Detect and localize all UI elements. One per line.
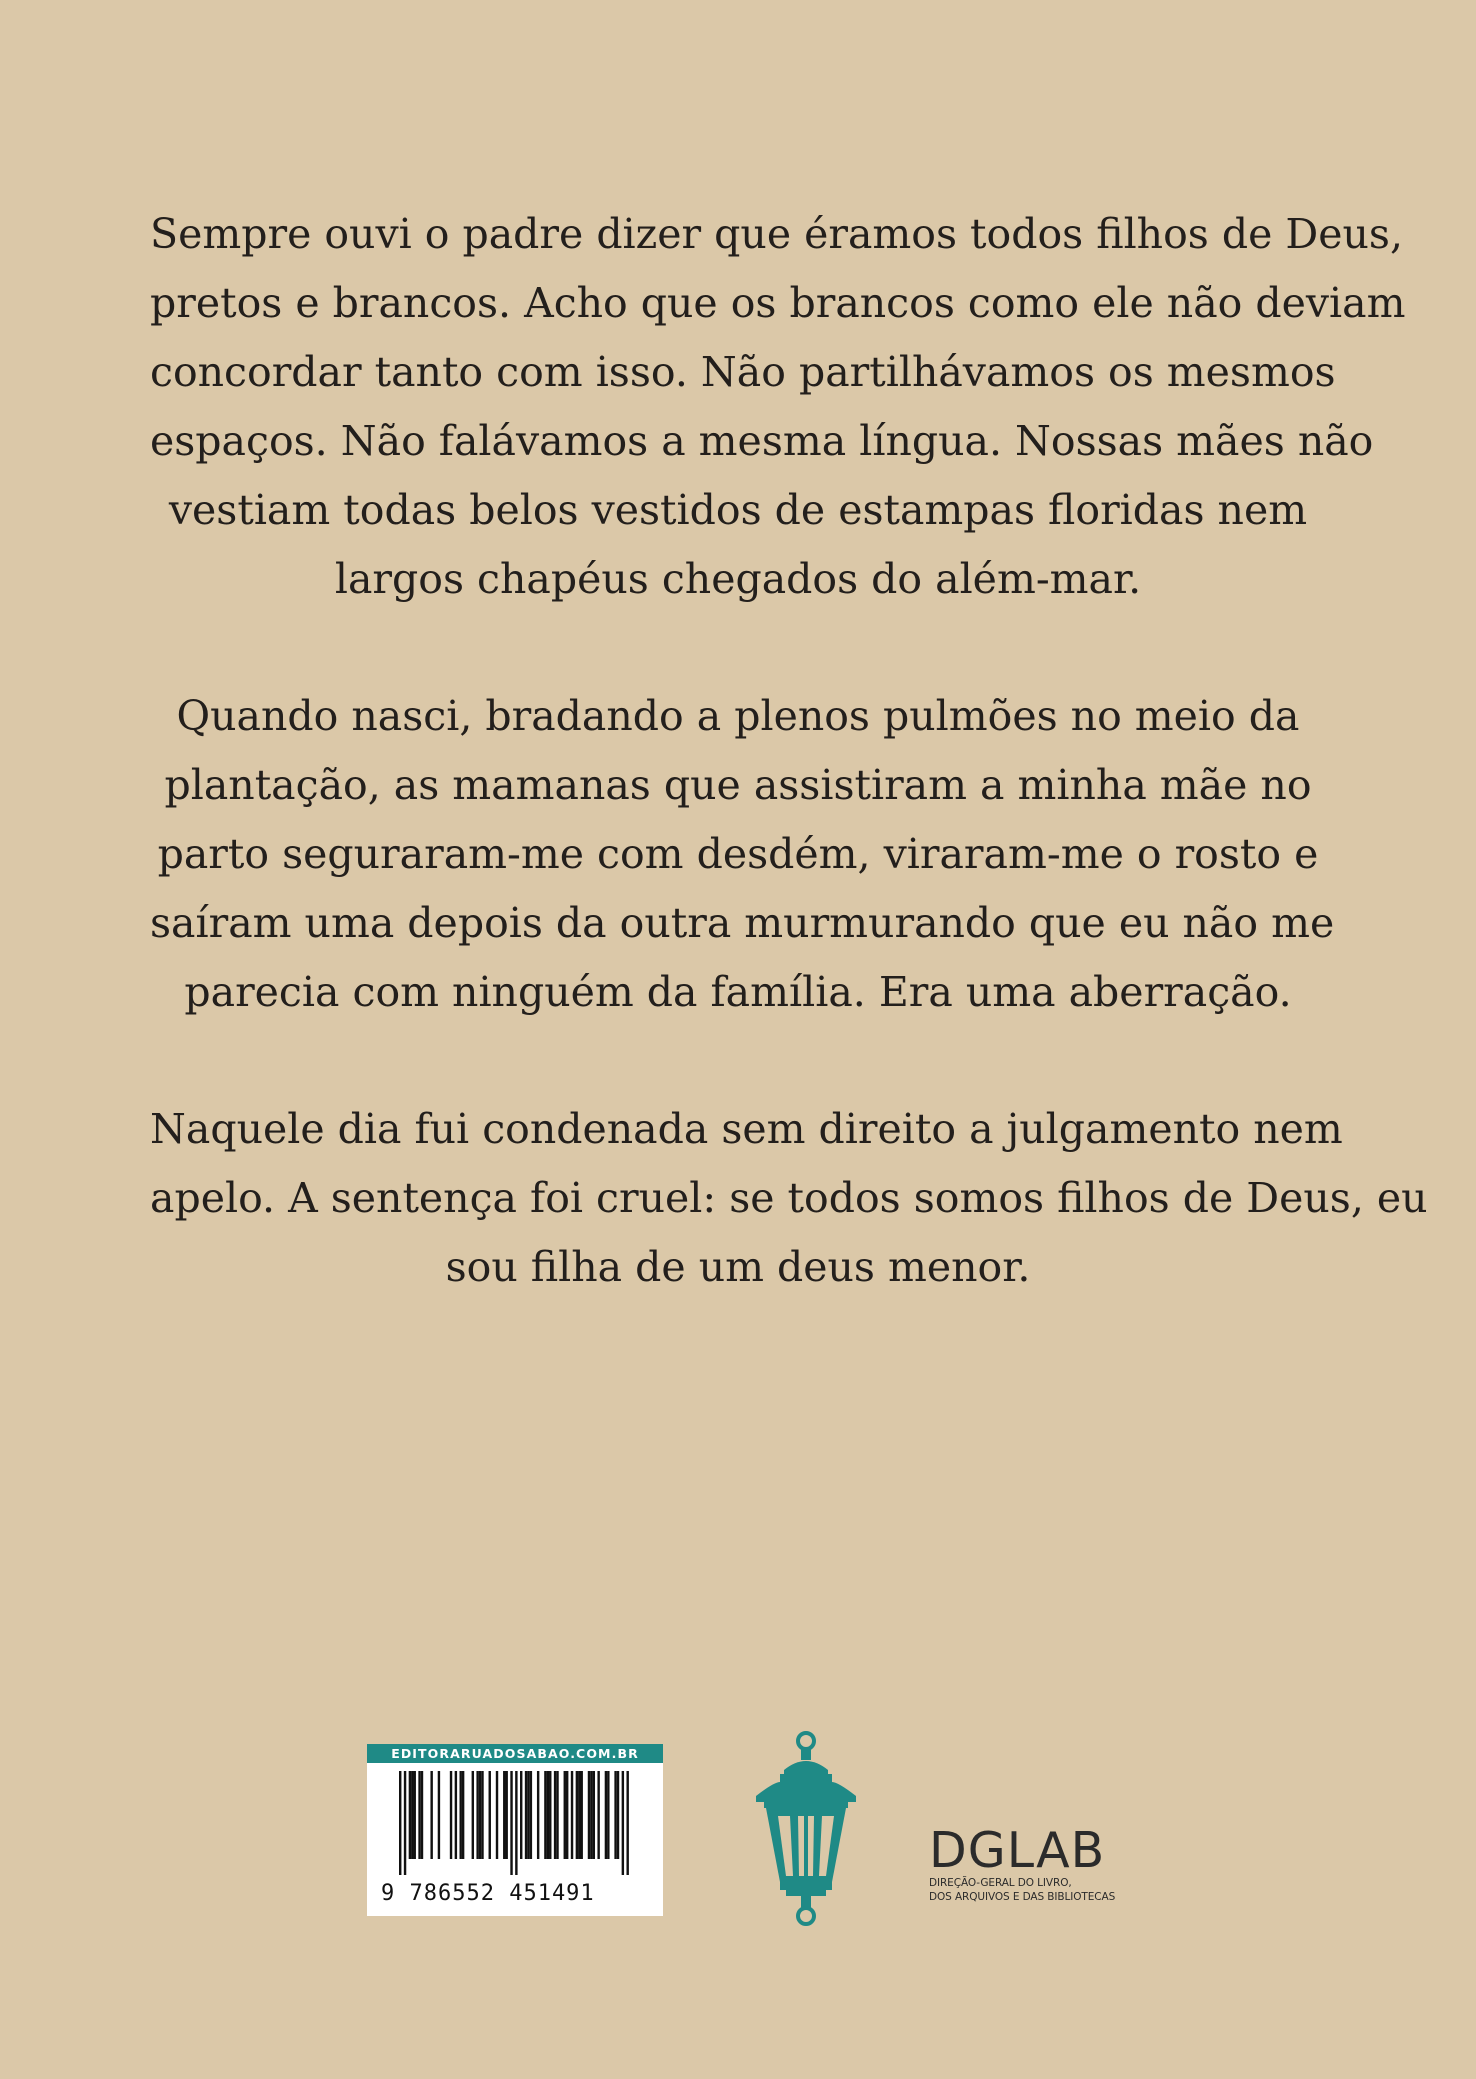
- barcode-bar: [530, 1771, 532, 1859]
- barcode-bar: [578, 1771, 580, 1859]
- blurb-line: espaços. Não falávamos a mesma língua. Nossas mães não: [150, 417, 1374, 465]
- barcode-bar: [588, 1771, 590, 1859]
- barcode-bar: [547, 1771, 549, 1859]
- barcode-bar: [414, 1771, 416, 1859]
- barcode-bar: [418, 1771, 420, 1859]
- barcode-bar: [479, 1771, 481, 1859]
- barcode-bar: [554, 1771, 556, 1859]
- barcode-bar: [622, 1771, 624, 1875]
- barcode-bar: [421, 1771, 423, 1859]
- blurb-line: largos chapéus chegados do além-mar.: [334, 555, 1142, 603]
- blurb-line: plantação, as mamanas que assistiram a minha mãe no: [164, 761, 1312, 809]
- barcode-bar: [626, 1771, 628, 1875]
- blurb-line: sou filha de um deus menor.: [445, 1243, 1031, 1291]
- barcode-bar: [472, 1771, 474, 1859]
- barcode-bar: [614, 1771, 616, 1859]
- blurb-line: pretos e brancos. Acho que os brancos como ele não deviam: [150, 279, 1406, 327]
- blurb-line: vestiam todas belos vestidos de estampas floridas nem: [168, 486, 1308, 534]
- barcode-bar: [527, 1771, 529, 1859]
- blurb-paragraph-1: [150, 200, 1406, 614]
- barcode-bar: [460, 1771, 462, 1859]
- barcode-bar: [566, 1771, 568, 1859]
- barcode-bar: [520, 1771, 522, 1859]
- blurb-paragraph-3: [150, 1095, 1428, 1302]
- barcode-bar: [549, 1771, 551, 1859]
- blurb-line: apelo. A sentença foi cruel: se todos somos filhos de Deus, eu: [150, 1174, 1428, 1222]
- dglab-logo: [929, 1822, 1149, 1904]
- barcode-bar: [544, 1771, 546, 1859]
- blurb-line: concordar tanto com isso. Não partilhávamos os mesmos: [150, 348, 1336, 396]
- barcode-bar: [510, 1771, 512, 1875]
- isbn-barcode: [367, 1744, 663, 1916]
- barcode-bar: [476, 1771, 478, 1859]
- barcode-bar: [537, 1771, 539, 1859]
- publisher-url: EDITORARUADOSABAO.COM.BR: [367, 1744, 663, 1763]
- barcode-bar: [597, 1771, 599, 1859]
- barcode-bar: [556, 1771, 558, 1859]
- barcode-bar: [496, 1771, 498, 1859]
- blurb-line: parecia com ninguém da família. Era uma aberração.: [184, 968, 1292, 1016]
- barcode-bar: [593, 1771, 595, 1859]
- barcode-bar: [515, 1771, 517, 1875]
- blurb-line: saíram uma depois da outra murmurando que eu não me: [150, 899, 1335, 947]
- barcode-bars: [367, 1763, 663, 1883]
- barcode-bar: [590, 1771, 592, 1859]
- dglab-subtitle-line-2: DOS ARQUIVOS E DAS BIBLIOTECAS: [929, 1891, 1116, 1903]
- barcode-bar: [404, 1771, 406, 1875]
- isbn-number: 9 786552 451491: [381, 1881, 595, 1906]
- barcode-bar: [607, 1771, 609, 1859]
- barcode-bar: [617, 1771, 619, 1859]
- blurb-line: Quando nasci, bradando a plenos pulmões no meio da: [176, 692, 1300, 740]
- barcode-bar: [571, 1771, 573, 1859]
- dglab-subtitle-line-1: DIREÇÃO-GERAL DO LIVRO,: [929, 1877, 1072, 1889]
- barcode-bar: [605, 1771, 607, 1859]
- barcode-bar: [489, 1771, 491, 1859]
- blurb-paragraph-2: [150, 682, 1335, 1027]
- barcode-bar: [505, 1771, 507, 1859]
- barcode-bar: [450, 1771, 452, 1859]
- lantern-logo-icon: [744, 1730, 868, 1928]
- barcode-bar: [438, 1771, 440, 1859]
- barcode-bar: [481, 1771, 483, 1859]
- barcode-bar: [462, 1771, 464, 1859]
- barcode-bar: [503, 1771, 505, 1859]
- barcode-bar: [409, 1771, 411, 1859]
- barcode-bar: [430, 1771, 432, 1859]
- barcode-bar: [564, 1771, 566, 1859]
- blurb-line: Sempre ouvi o padre dizer que éramos todos filhos de Deus,: [150, 210, 1404, 258]
- barcode-bar: [576, 1771, 578, 1859]
- dglab-name: DGLAB: [929, 1822, 1106, 1879]
- barcode-bar: [399, 1771, 401, 1875]
- barcode-bar: [525, 1771, 527, 1859]
- barcode-bar: [411, 1771, 413, 1859]
- back-cover-blurb: [150, 200, 1428, 1370]
- barcode-bar: [455, 1771, 457, 1859]
- blurb-line: parto seguraram-me com desdém, viraram-me o rosto e: [157, 830, 1319, 878]
- barcode-bar: [581, 1771, 583, 1859]
- blurb-line: Naquele dia fui condenada sem direito a julgamento nem: [150, 1105, 1343, 1153]
